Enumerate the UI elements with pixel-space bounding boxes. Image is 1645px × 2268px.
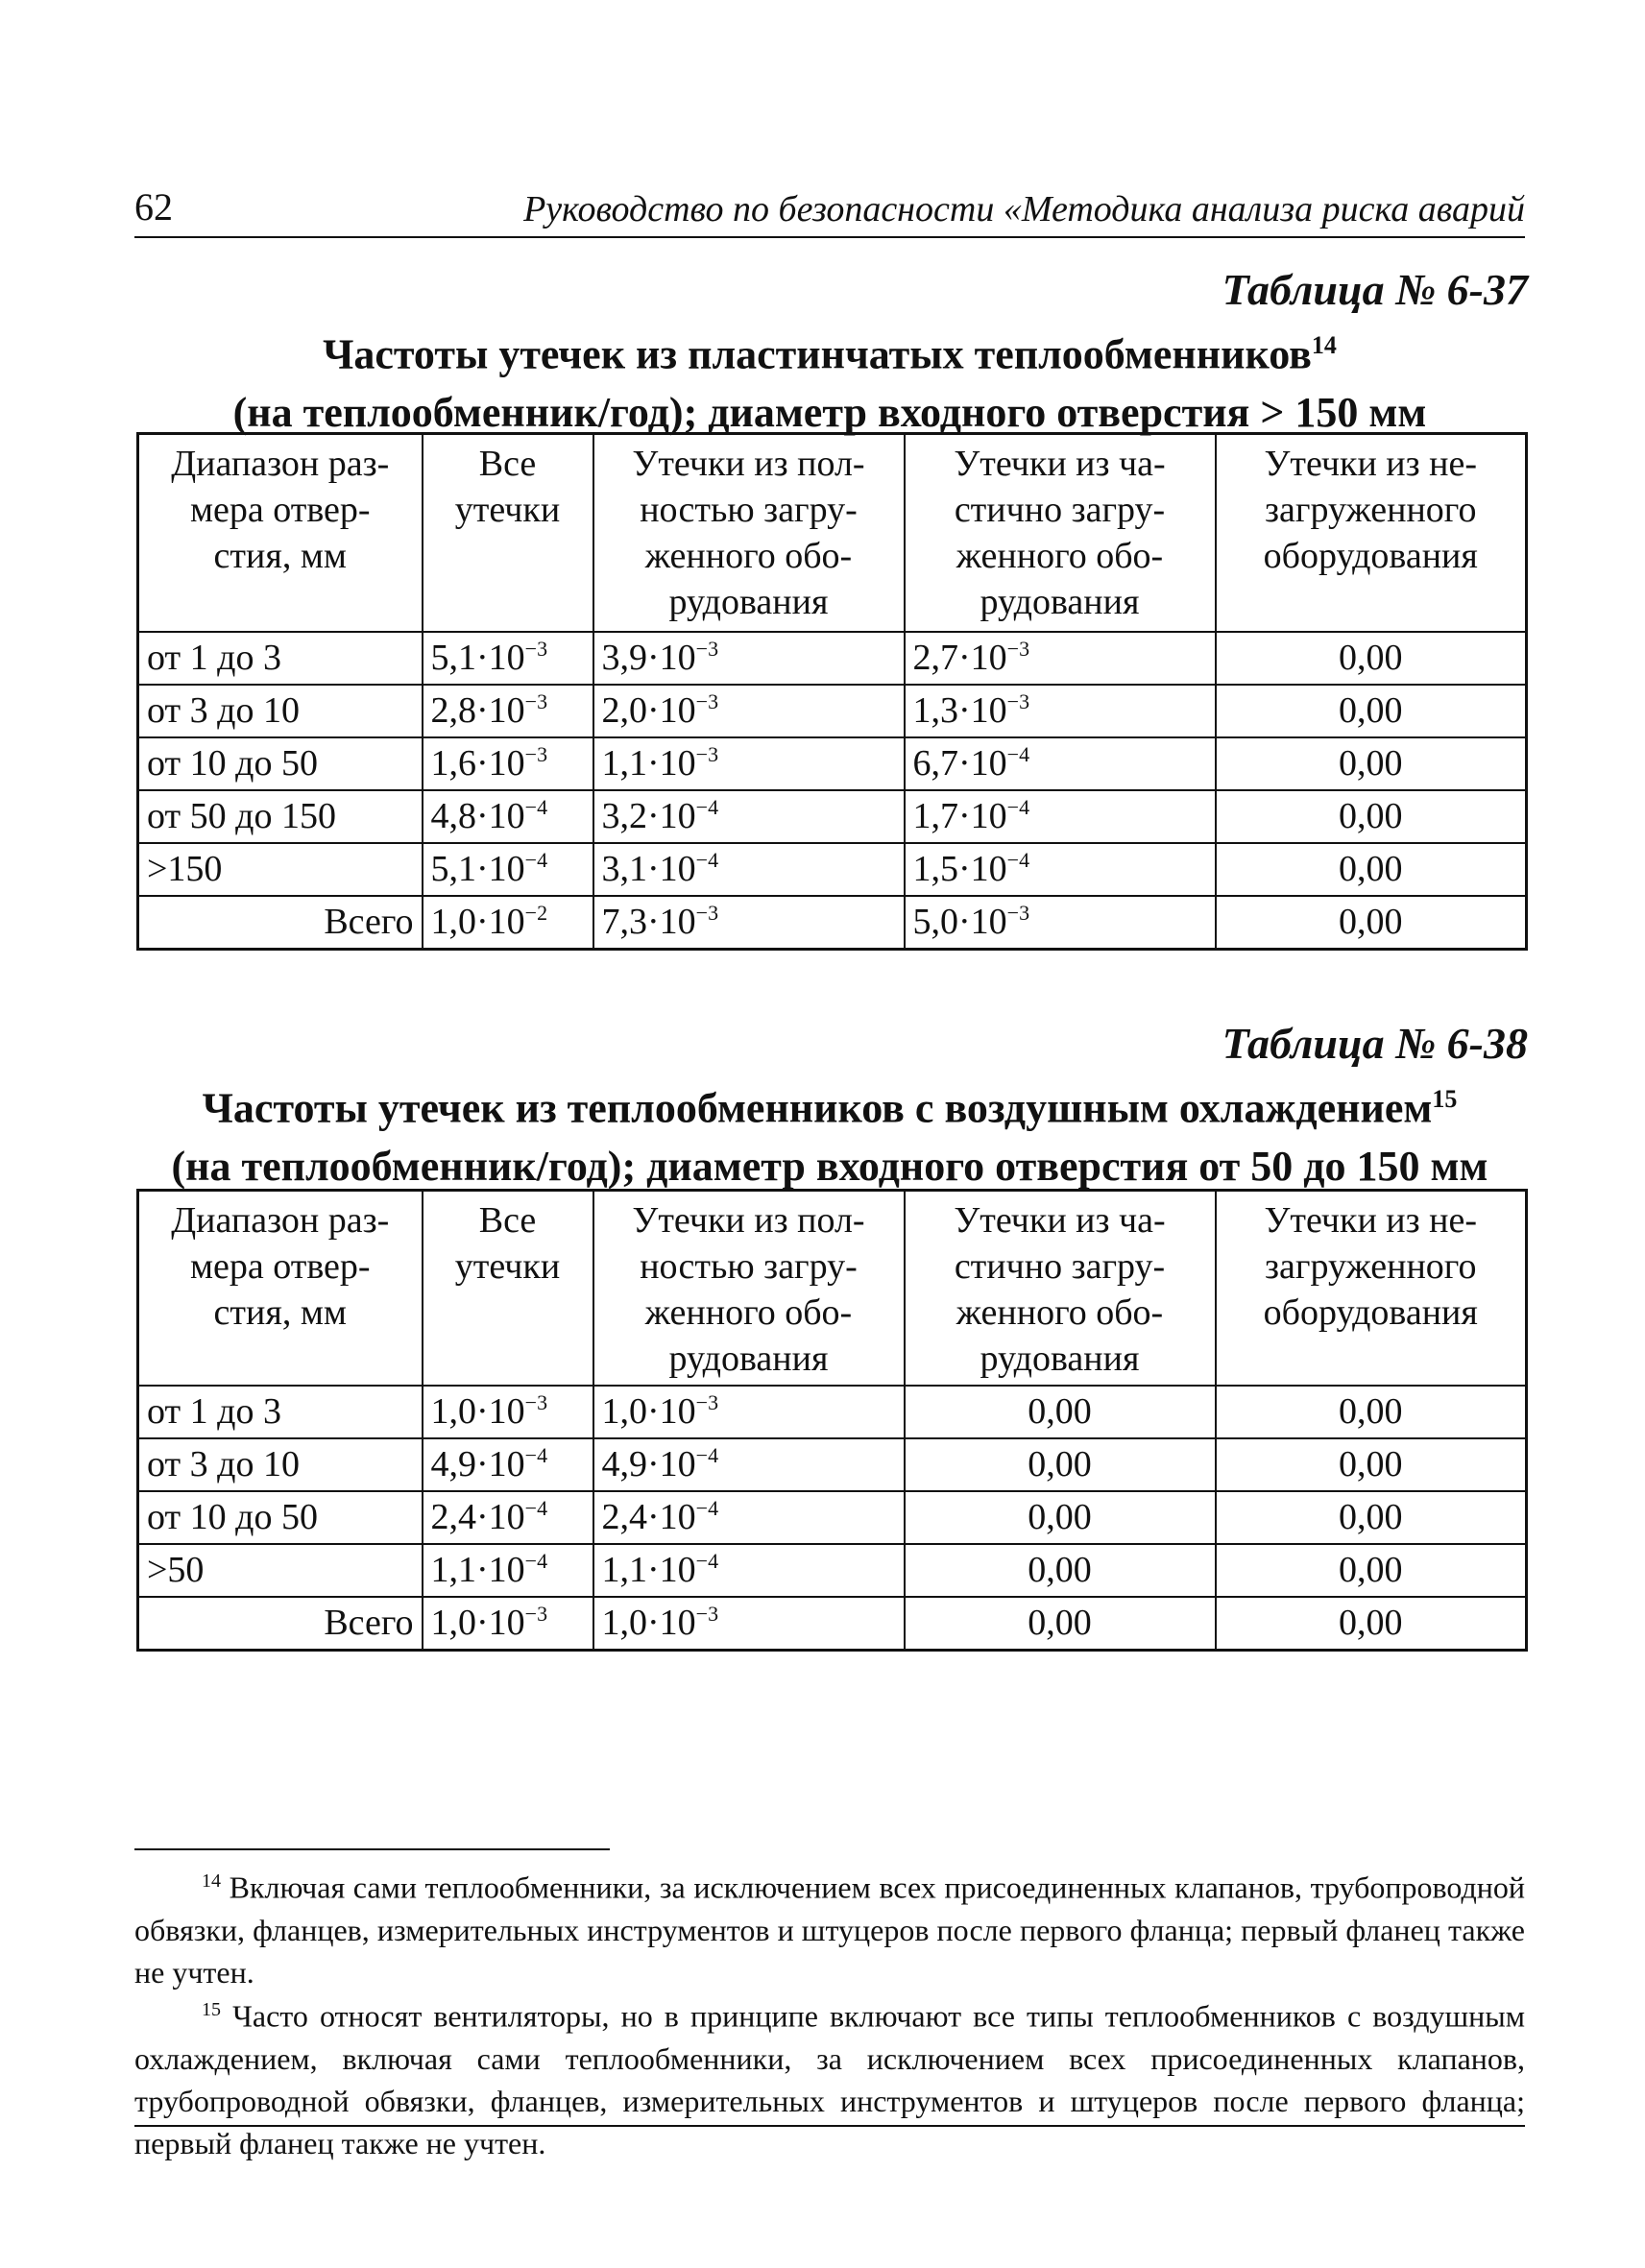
cell-partial: 0,00 bbox=[905, 1491, 1216, 1544]
cell-partial: $6,7\cdot 10^{-4}$ bbox=[905, 737, 1216, 790]
row-label: от 10 до 50 bbox=[138, 1491, 423, 1544]
cell-unloaded: 0,00 bbox=[1216, 1544, 1527, 1597]
cell-unloaded: 0,00 bbox=[1216, 737, 1527, 790]
cell-partial: $1,5\cdot 10^{-4}$ bbox=[905, 843, 1216, 896]
row-label: от 50 до 150 bbox=[138, 790, 423, 843]
table-total-row bbox=[138, 1597, 1527, 1651]
table2-caption-line1: Частоты утечек из теплообменников с воздушным охлаждением$^{15}$ bbox=[202, 1084, 1458, 1132]
cell-unloaded: 0,00 bbox=[1216, 1386, 1527, 1438]
table1-label: Таблица № 6-37 bbox=[1222, 265, 1528, 314]
cell-unloaded: 0,00 bbox=[1216, 685, 1527, 737]
cell-all: $1,0\cdot 10^{-3}$ bbox=[423, 1597, 593, 1651]
cell-full: $1,1\cdot 10^{-3}$ bbox=[593, 737, 905, 790]
table-row bbox=[138, 790, 1527, 843]
cell-all: $5,1\cdot 10^{-3}$ bbox=[423, 632, 593, 685]
cell-full: $1,0\cdot 10^{-3}$ bbox=[593, 1597, 905, 1651]
header-unloaded: Утечки из не- загруженного оборудования bbox=[1216, 1191, 1527, 1386]
cell-full: $3,2\cdot 10^{-4}$ bbox=[593, 790, 905, 843]
table2-caption bbox=[134, 1071, 1525, 1195]
header-full-load: Утечки из пол- ностью загру- женного обо- рудования bbox=[593, 1191, 905, 1386]
cell-unloaded: 0,00 bbox=[1216, 1438, 1527, 1491]
cell-full: $7,3\cdot 10^{-3}$ bbox=[593, 896, 905, 950]
header-size-range: Диапазон раз- мера отвер- стия, мм bbox=[138, 434, 423, 632]
cell-unloaded: 0,00 bbox=[1216, 896, 1527, 950]
table1-footnote-ref: 14 bbox=[1311, 331, 1337, 359]
row-label: от 1 до 3 bbox=[138, 1386, 423, 1438]
table-row bbox=[138, 632, 1527, 685]
cell-partial: $1,3\cdot 10^{-3}$ bbox=[905, 685, 1216, 737]
table1-caption-line1: Частоты утечек из пластинчатых теплообменников$^{14}$ bbox=[323, 330, 1337, 378]
footnote-text: Включая сами теплообменники, за исключением всех присоединенных клапанов, трубопроводной обвязки, фланцев, измерительных инструментов и штуцеров после первого фланца; первый фланец также не учтен. bbox=[134, 1870, 1526, 1990]
footnote-14 bbox=[134, 1860, 1525, 1993]
header-partial-load: Утечки из ча- стично загру- женного обо- рудования bbox=[905, 434, 1216, 632]
table2-footnote-ref: 15 bbox=[1432, 1085, 1458, 1113]
table-row bbox=[138, 685, 1527, 737]
table2 bbox=[136, 1189, 1528, 1652]
row-label: от 3 до 10 bbox=[138, 1438, 423, 1491]
table-row bbox=[138, 1438, 1527, 1491]
footnote-text: Часто относят вентиляторы, но в принципе включают все типы теплообменников с воздушным охлаждением, включая сами теплообменники, за исключением всех присоединенных клапанов, трубопроводной обвязки, фланцев, измерительных инструментов и штуцеров после первого фланца; первый фланец также не учтен. bbox=[134, 1998, 1526, 2160]
table1 bbox=[136, 432, 1528, 951]
cell-all: $1,1\cdot 10^{-4}$ bbox=[423, 1544, 593, 1597]
cell-all: $2,4\cdot 10^{-4}$ bbox=[423, 1491, 593, 1544]
page-number: 62 bbox=[134, 185, 173, 229]
cell-partial: 0,00 bbox=[905, 1544, 1216, 1597]
cell-full: $4,9\cdot 10^{-4}$ bbox=[593, 1438, 905, 1491]
cell-partial: 0,00 bbox=[905, 1597, 1216, 1651]
footnote-number: 15 bbox=[202, 1999, 221, 2020]
cell-partial: $2,7\cdot 10^{-3}$ bbox=[905, 632, 1216, 685]
cell-all: $1,0\cdot 10^{-3}$ bbox=[423, 1386, 593, 1438]
cell-unloaded: 0,00 bbox=[1216, 790, 1527, 843]
cell-partial: $1,7\cdot 10^{-4}$ bbox=[905, 790, 1216, 843]
row-label: Всего bbox=[138, 896, 423, 950]
bottom-rule bbox=[134, 2125, 1525, 2127]
table1-caption bbox=[134, 317, 1525, 442]
header-partial-load: Утечки из ча- стично загру- женного обо- рудования bbox=[905, 1191, 1216, 1386]
table-row bbox=[138, 1491, 1527, 1544]
cell-partial: 0,00 bbox=[905, 1438, 1216, 1491]
table-total-row bbox=[138, 896, 1527, 950]
cell-full: $3,9\cdot 10^{-3}$ bbox=[593, 632, 905, 685]
header-full-load: Утечки из пол- ностью загру- женного обо- рудования bbox=[593, 434, 905, 632]
cell-full: $3,1\cdot 10^{-4}$ bbox=[593, 843, 905, 896]
header-size-range: Диапазон раз- мера отвер- стия, мм bbox=[138, 1191, 423, 1386]
row-label: от 10 до 50 bbox=[138, 737, 423, 790]
cell-full: $2,4\cdot 10^{-4}$ bbox=[593, 1491, 905, 1544]
cell-all: $1,0\cdot 10^{-2}$ bbox=[423, 896, 593, 950]
cell-full: $1,0\cdot 10^{-3}$ bbox=[593, 1386, 905, 1438]
table-row bbox=[138, 1544, 1527, 1597]
row-label: >50 bbox=[138, 1544, 423, 1597]
cell-unloaded: 0,00 bbox=[1216, 1491, 1527, 1544]
footnote-separator bbox=[134, 1848, 610, 1850]
row-label: от 3 до 10 bbox=[138, 685, 423, 737]
table-row bbox=[138, 1386, 1527, 1438]
table2-label: Таблица № 6-38 bbox=[1222, 1019, 1528, 1068]
cell-all: $2,8\cdot 10^{-3}$ bbox=[423, 685, 593, 737]
header-unloaded: Утечки из не- загруженного оборудования bbox=[1216, 434, 1527, 632]
cell-full: $1,1\cdot 10^{-4}$ bbox=[593, 1544, 905, 1597]
cell-full: $2,0\cdot 10^{-3}$ bbox=[593, 685, 905, 737]
footnote-number: 14 bbox=[202, 1870, 221, 1892]
row-label: Всего bbox=[138, 1597, 423, 1651]
header-all-leaks: Все утечки bbox=[423, 1191, 593, 1386]
cell-unloaded: 0,00 bbox=[1216, 632, 1527, 685]
footnote-15 bbox=[134, 1989, 1525, 2164]
cell-all: $1,6\cdot 10^{-3}$ bbox=[423, 737, 593, 790]
table2-caption-line2: (на теплообменник/год); диаметр входного отверстия от 50 до 150 мм bbox=[171, 1142, 1488, 1190]
running-title: Руководство по безопасности «Методика анализа риска аварий bbox=[523, 189, 1525, 229]
cell-unloaded: 0,00 bbox=[1216, 1597, 1527, 1651]
header-all-leaks: Все утечки bbox=[423, 434, 593, 632]
table1-caption-line2: (на теплообменник/год); диаметр входного отверстия > 150 мм bbox=[232, 388, 1427, 436]
cell-all: $4,9\cdot 10^{-4}$ bbox=[423, 1438, 593, 1491]
running-header bbox=[134, 184, 1525, 238]
cell-unloaded: 0,00 bbox=[1216, 843, 1527, 896]
cell-partial: 0,00 bbox=[905, 1386, 1216, 1438]
cell-all: $4,8\cdot 10^{-4}$ bbox=[423, 790, 593, 843]
table-row bbox=[138, 843, 1527, 896]
row-label: >150 bbox=[138, 843, 423, 896]
cell-all: $5,1\cdot 10^{-4}$ bbox=[423, 843, 593, 896]
table-row bbox=[138, 737, 1527, 790]
cell-partial: $5,0\cdot 10^{-3}$ bbox=[905, 896, 1216, 950]
row-label: от 1 до 3 bbox=[138, 632, 423, 685]
